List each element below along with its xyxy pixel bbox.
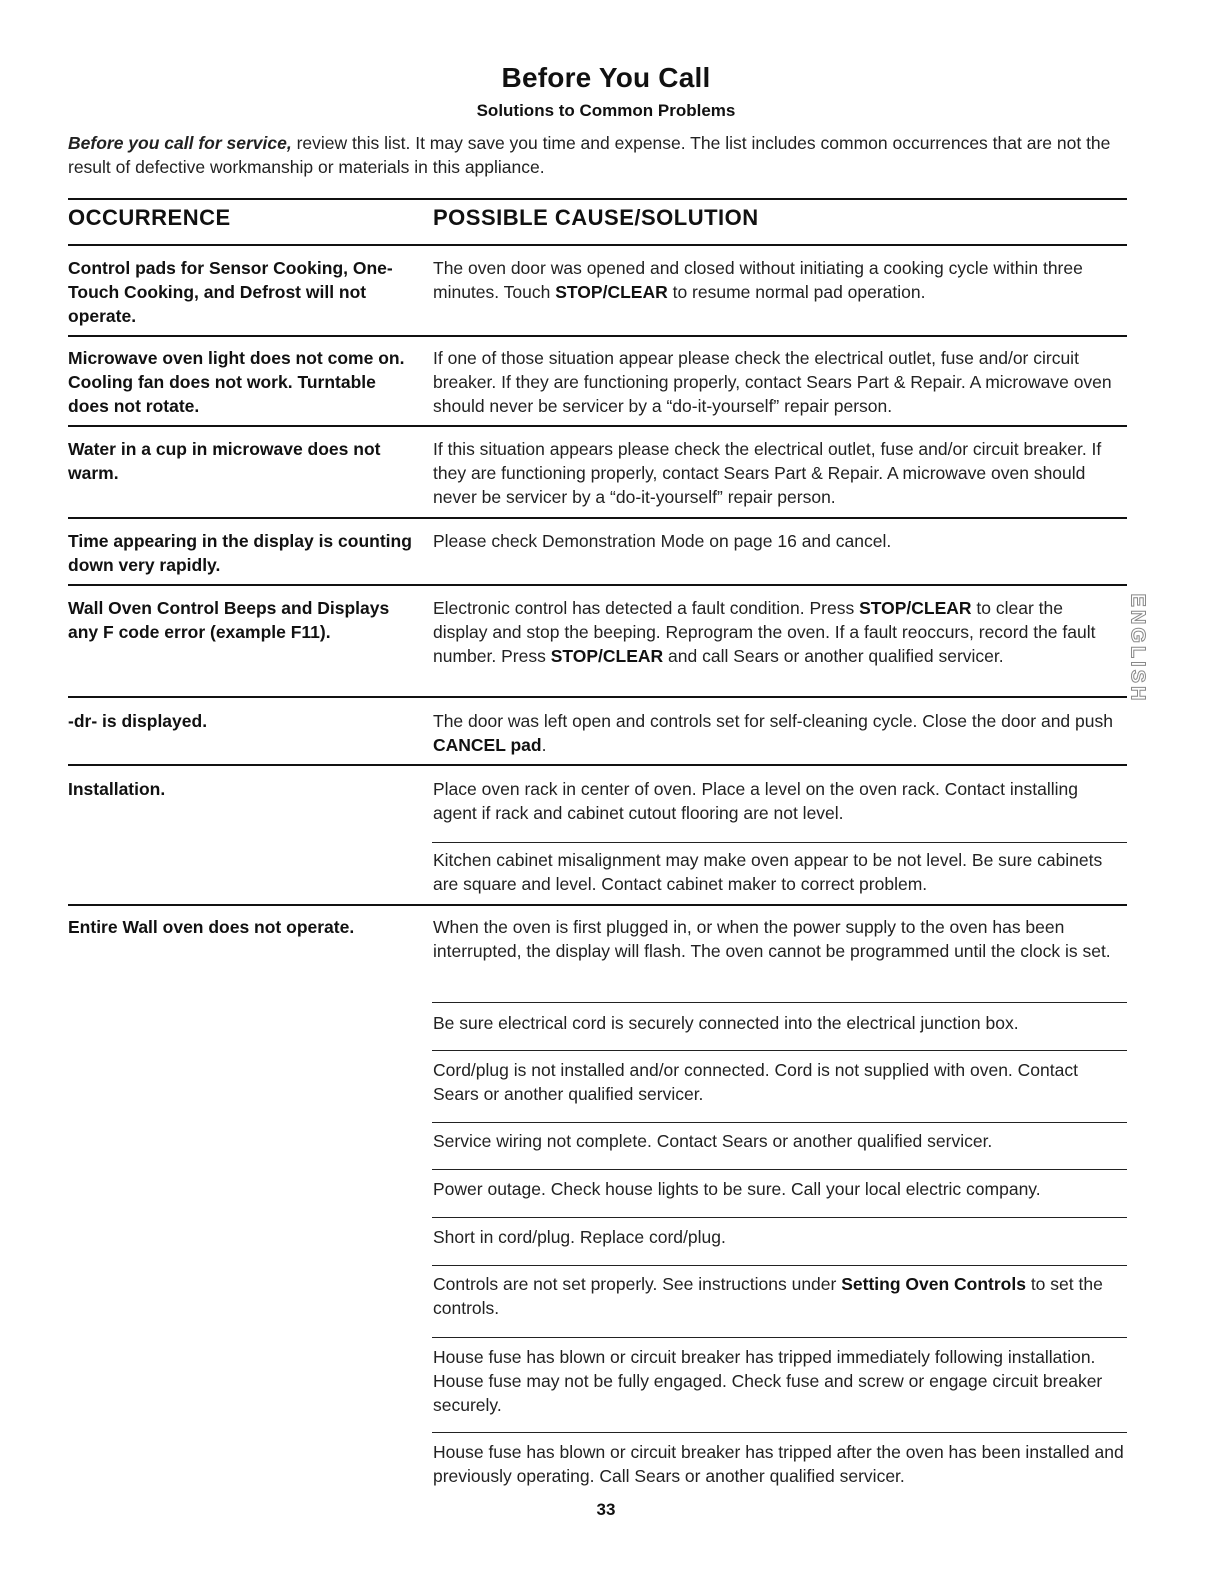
column-header-solution: POSSIBLE CAUSE/SOLUTION	[433, 205, 759, 230]
language-side-tab: ENGLISH	[1126, 593, 1149, 703]
solution-cell: When the oven is first plugged in, or when the power supply to the oven has been interrupted, the display will flash. The oven cannot be programmed until the clock is set.	[433, 917, 1111, 961]
solution-cell: Service wiring not complete. Contact Sears or another qualified servicer.	[433, 1131, 993, 1151]
solution-cell: Be sure electrical cord is securely connected into the electrical junction box.	[433, 1013, 1019, 1033]
solution-cell: House fuse has blown or circuit breaker has tripped immediately following installation. House fuse may not be fully engaged. Check fuse and screw or engage circuit breaker securely.	[433, 1347, 1103, 1415]
solution-divider	[432, 1002, 1127, 1003]
intro-text: review this list. It may save you time and expense. The list includes common occurrences that are not the result of defective workmanship or materials in this appliance.	[68, 133, 1111, 177]
solution-cell: Kitchen cabinet misalignment may make oven appear to be not level. Be sure cabinets are square and level. Contact cabinet maker to correct problem.	[433, 850, 1103, 894]
occurrence-cell: Time appearing in the display is counting down very rapidly.	[68, 531, 412, 575]
solution-divider	[432, 1169, 1127, 1170]
page-title: Before You Call	[501, 62, 711, 93]
table-top-rule	[68, 198, 1127, 200]
occurrence-cell: Water in a cup in microwave does not warm.	[68, 439, 381, 483]
solution-cell: Cord/plug is not installed and/or connected. Cord is not supplied with oven. Contact Sears or another qualified servicer.	[433, 1060, 1078, 1104]
row-divider	[68, 584, 1127, 586]
solution-divider	[432, 1432, 1127, 1433]
solution-cell: Electronic control has detected a fault condition. Press STOP/CLEAR to clear the display and stop the beeping. Reprogram the oven. If a fault reoccurs, record the fault number. Press STOP/CLEAR and call Sears or another qualified servicer.	[433, 598, 1096, 666]
page-number: 33	[596, 1500, 616, 1519]
occurrence-cell: Installation.	[68, 779, 166, 799]
row-divider	[68, 696, 1127, 698]
row-divider	[68, 425, 1127, 427]
solution-cell: House fuse has blown or circuit breaker has tripped after the oven has been installed and previously operating. Call Sears or another qualified servicer.	[433, 1442, 1124, 1486]
solution-divider	[432, 1122, 1127, 1123]
solution-cell: Place oven rack in center of oven. Place a level on the oven rack. Contact installing agent if rack and cabinet cutout flooring are not level.	[433, 779, 1078, 823]
solution-cell: The oven door was opened and closed without initiating a cooking cycle within three minutes. Touch STOP/CLEAR to resume normal pad operation.	[433, 258, 1083, 302]
occurrence-cell: Wall Oven Control Beeps and Displays any F code error (example F11).	[68, 598, 390, 642]
column-header-occurrence: OCCURRENCE	[68, 205, 231, 230]
intro-paragraph	[68, 131, 1148, 179]
solution-cell: The door was left open and controls set for self-cleaning cycle. Close the door and push CANCEL pad.	[433, 711, 1113, 755]
occurrence-cell: Control pads for Sensor Cooking, One-Touch Cooking, and Defrost will not operate.	[68, 258, 393, 326]
solution-cell: Short in cord/plug. Replace cord/plug.	[433, 1227, 726, 1247]
solution-cell: If this situation appears please check the electrical outlet, fuse and/or circuit breaker. If they are functioning properly, contact Sears Part & Repair. A microwave oven should never be servicer by a “do-it-yourself” repair person.	[433, 439, 1102, 507]
solution-divider	[432, 1265, 1127, 1266]
solution-divider	[432, 842, 1127, 843]
solution-cell: Power outage. Check house lights to be sure. Call your local electric company.	[433, 1179, 1041, 1199]
row-divider	[68, 517, 1127, 519]
solution-cell: If one of those situation appear please check the electrical outlet, fuse and/or circuit breaker. If they are functioning properly, contact Sears Part & Repair. A microwave oven should never be servicer by a “do-it-yourself” repair person.	[433, 348, 1112, 416]
occurrence-cell: -dr- is displayed.	[68, 711, 208, 731]
intro-lead: Before you call for service,	[68, 133, 292, 153]
occurrence-cell: Entire Wall oven does not operate.	[68, 917, 355, 937]
solution-cell: Controls are not set properly. See instructions under Setting Oven Controls to set the controls.	[433, 1274, 1103, 1318]
page-subtitle: Solutions to Common Problems	[476, 101, 736, 120]
row-divider	[68, 764, 1127, 766]
solution-divider	[432, 1337, 1127, 1338]
row-divider	[68, 335, 1127, 337]
solution-divider	[432, 1217, 1127, 1218]
occurrence-cell: Microwave oven light does not come on. Cooling fan does not work. Turntable does not rotate.	[68, 348, 405, 416]
header-bottom-rule	[68, 244, 1127, 246]
solution-divider	[432, 1050, 1127, 1051]
solution-cell: Please check Demonstration Mode on page 16 and cancel.	[433, 531, 892, 551]
row-divider	[68, 904, 1127, 906]
